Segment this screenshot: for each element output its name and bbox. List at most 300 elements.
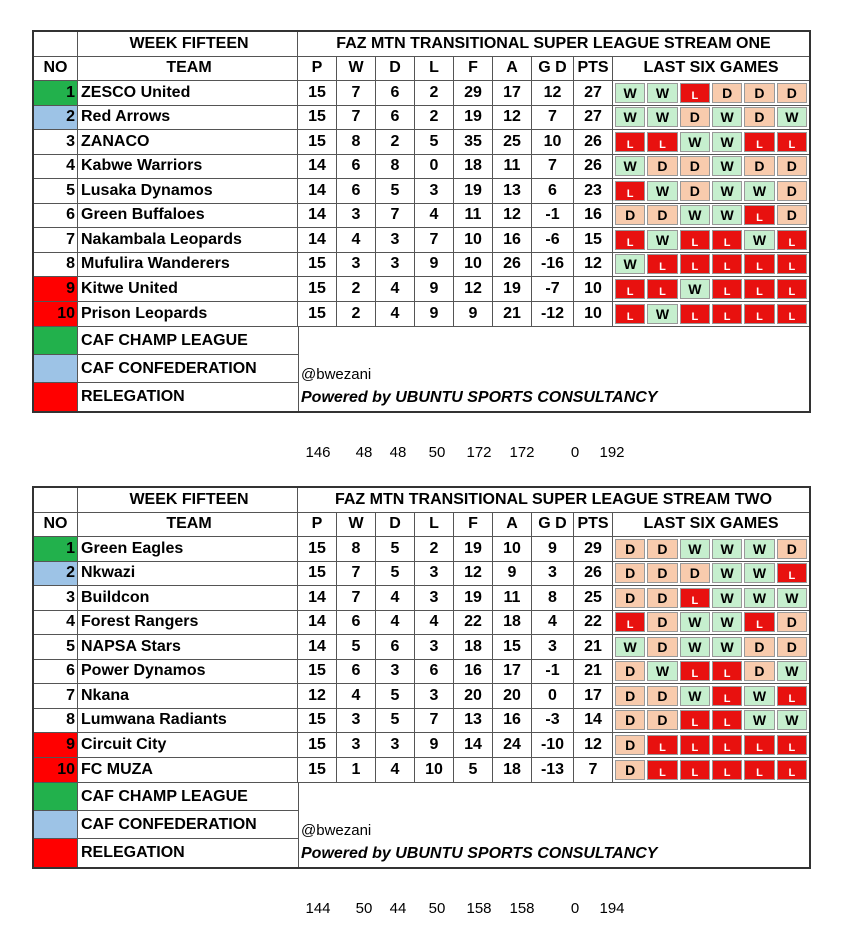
week-label: WEEK FIFTEEN <box>78 488 298 512</box>
result-badge: D <box>615 686 645 706</box>
played-cell: 14 <box>298 155 337 179</box>
result-badge: W <box>777 588 807 608</box>
position-cell: 2 <box>34 562 78 586</box>
title-row <box>34 32 809 57</box>
last-six-games <box>613 660 809 684</box>
lost-cell: 2 <box>415 537 454 561</box>
result-badge: L <box>777 132 807 152</box>
header-team: TEAM <box>78 57 298 81</box>
goals-for-cell: 19 <box>454 106 493 130</box>
goals-against-cell: 13 <box>493 179 532 203</box>
header-p: P <box>298 513 337 537</box>
played-cell: 14 <box>298 228 337 252</box>
result-badge: D <box>647 156 677 176</box>
points-cell: 22 <box>574 611 613 635</box>
result-badge: L <box>744 304 774 324</box>
table-row <box>34 204 809 229</box>
result-badge: L <box>777 563 807 583</box>
result-badge: L <box>712 760 742 780</box>
result-badge: L <box>647 254 677 274</box>
goals-for-cell: 11 <box>454 204 493 228</box>
last-six-games <box>613 537 809 561</box>
result-badge: W <box>744 181 774 201</box>
last-six-games <box>613 302 809 327</box>
position-cell: 3 <box>34 130 78 154</box>
last-six-games <box>613 106 809 130</box>
result-badge: W <box>647 230 677 250</box>
result-badge: D <box>777 181 807 201</box>
position-cell: 6 <box>34 204 78 228</box>
result-badge: L <box>712 710 742 730</box>
result-badge: L <box>680 230 710 250</box>
played-cell: 15 <box>298 562 337 586</box>
drawn-cell: 3 <box>376 733 415 757</box>
won-cell: 7 <box>337 562 376 586</box>
played-cell: 15 <box>298 277 337 301</box>
result-badge: W <box>615 83 645 103</box>
result-badge: D <box>744 156 774 176</box>
won-cell: 3 <box>337 709 376 733</box>
won-cell: 6 <box>337 660 376 684</box>
last-six-games <box>613 684 809 708</box>
result-badge: W <box>680 205 710 225</box>
team-name: Green Buffaloes <box>78 204 298 228</box>
goal-difference-cell: 4 <box>532 611 574 635</box>
champ-label: CAF CHAMP LEAGUE <box>81 787 248 805</box>
lost-cell: 3 <box>415 586 454 610</box>
table-row <box>34 155 809 180</box>
result-badge: D <box>777 539 807 559</box>
lost-cell: 7 <box>415 709 454 733</box>
team-rows <box>34 81 809 326</box>
position-cell: 1 <box>34 537 78 561</box>
won-cell: 3 <box>337 253 376 277</box>
last-six-games <box>613 758 809 783</box>
goals-against-cell: 20 <box>493 684 532 708</box>
played-cell: 15 <box>298 733 337 757</box>
goal-difference-cell: 7 <box>532 106 574 130</box>
result-badge: W <box>744 539 774 559</box>
won-cell: 8 <box>337 130 376 154</box>
releg-label: RELEGATION <box>81 844 185 861</box>
result-badge: D <box>615 205 645 225</box>
team-name: Nkana <box>78 684 298 708</box>
position-cell: 7 <box>34 684 78 708</box>
drawn-cell: 4 <box>376 277 415 301</box>
points-cell: 29 <box>574 537 613 561</box>
total-value: 0 <box>570 900 580 917</box>
total-value: 158 <box>509 900 535 917</box>
table-row <box>34 611 809 636</box>
position-cell: 2 <box>34 106 78 130</box>
goals-for-cell: 19 <box>454 179 493 203</box>
result-badge: D <box>647 588 677 608</box>
lost-cell: 2 <box>415 81 454 105</box>
result-badge: W <box>777 710 807 730</box>
goal-difference-cell: 7 <box>532 155 574 179</box>
week-label: WEEK FIFTEEN <box>78 32 298 56</box>
goals-against-cell: 12 <box>493 204 532 228</box>
goals-for-cell: 29 <box>454 81 493 105</box>
last-six-games <box>613 130 809 154</box>
table-row <box>34 277 809 302</box>
lost-cell: 9 <box>415 253 454 277</box>
champ-swatch <box>34 327 78 354</box>
points-cell: 16 <box>574 204 613 228</box>
result-badge: L <box>712 735 742 755</box>
result-badge: L <box>680 588 710 608</box>
result-badge: L <box>680 661 710 681</box>
points-cell: 12 <box>574 733 613 757</box>
goals-against-cell: 11 <box>493 586 532 610</box>
goal-difference-cell: -12 <box>532 302 574 327</box>
won-cell: 6 <box>337 611 376 635</box>
header-l: L <box>415 513 454 537</box>
lost-cell: 7 <box>415 228 454 252</box>
team-name: Buildcon <box>78 586 298 610</box>
result-badge: L <box>680 760 710 780</box>
result-badge: W <box>680 539 710 559</box>
goal-difference-cell: -1 <box>532 660 574 684</box>
points-cell: 17 <box>574 684 613 708</box>
twitter-handle: @bwezani <box>301 822 372 839</box>
league-table-stream-two <box>32 486 811 869</box>
drawn-cell: 4 <box>376 758 415 783</box>
result-badge: L <box>712 304 742 324</box>
conf-swatch <box>34 811 78 838</box>
header-d: D <box>376 57 415 81</box>
goals-against-cell: 26 <box>493 253 532 277</box>
result-badge: W <box>712 132 742 152</box>
header-gd: G D <box>532 57 574 81</box>
blank-cell <box>34 32 78 56</box>
result-badge: W <box>647 181 677 201</box>
last-six-games <box>613 81 809 105</box>
goals-for-cell: 10 <box>454 228 493 252</box>
result-badge: W <box>744 230 774 250</box>
last-six-games <box>613 586 809 610</box>
position-cell: 7 <box>34 228 78 252</box>
result-badge: W <box>680 132 710 152</box>
total-value: 48 <box>389 444 407 461</box>
team-name: Kitwe United <box>78 277 298 301</box>
position-cell: 10 <box>34 302 78 327</box>
result-badge: D <box>615 760 645 780</box>
team-name: ZESCO United <box>78 81 298 105</box>
result-badge: W <box>744 710 774 730</box>
result-badge: D <box>615 735 645 755</box>
team-name: NAPSA Stars <box>78 635 298 659</box>
goal-difference-cell: 0 <box>532 684 574 708</box>
won-cell: 4 <box>337 684 376 708</box>
drawn-cell: 4 <box>376 611 415 635</box>
title-row <box>34 488 809 513</box>
result-badge: D <box>647 205 677 225</box>
goals-for-cell: 9 <box>454 302 493 327</box>
powered-by: Powered by UBUNTU SPORTS CONSULTANCY <box>301 389 658 406</box>
goals-for-cell: 16 <box>454 660 493 684</box>
total-value: 172 <box>466 444 492 461</box>
result-badge: D <box>615 710 645 730</box>
points-cell: 27 <box>574 106 613 130</box>
result-badge: W <box>712 563 742 583</box>
result-badge: W <box>777 107 807 127</box>
position-cell: 9 <box>34 277 78 301</box>
result-badge: D <box>647 539 677 559</box>
result-badge: W <box>712 637 742 657</box>
header-team: TEAM <box>78 513 298 537</box>
blank-cell <box>34 488 78 512</box>
last-six-games <box>613 733 809 757</box>
points-cell: 26 <box>574 562 613 586</box>
releg-label: RELEGATION <box>81 388 185 405</box>
header-a: A <box>493 513 532 537</box>
team-name: ZANACO <box>78 130 298 154</box>
goal-difference-cell: -16 <box>532 253 574 277</box>
goal-difference-cell: 9 <box>532 537 574 561</box>
last-six-games <box>613 228 809 252</box>
position-cell: 4 <box>34 611 78 635</box>
result-badge: L <box>647 735 677 755</box>
result-badge: D <box>615 563 645 583</box>
header-last-six: LAST SIX GAMES <box>643 515 779 533</box>
goals-against-cell: 19 <box>493 277 532 301</box>
team-name: Prison Leopards <box>78 302 298 327</box>
position-cell: 8 <box>34 709 78 733</box>
lost-cell: 9 <box>415 302 454 327</box>
table-row <box>34 562 809 587</box>
played-cell: 12 <box>298 684 337 708</box>
played-cell: 14 <box>298 179 337 203</box>
result-badge: W <box>615 254 645 274</box>
drawn-cell: 6 <box>376 81 415 105</box>
total-value: 192 <box>599 444 625 461</box>
header-p: P <box>298 57 337 81</box>
goal-difference-cell: -6 <box>532 228 574 252</box>
result-badge: L <box>647 279 677 299</box>
last-six-games <box>613 253 809 277</box>
goals-against-cell: 17 <box>493 660 532 684</box>
result-badge: L <box>777 254 807 274</box>
result-badge: L <box>777 279 807 299</box>
goals-for-cell: 18 <box>454 635 493 659</box>
result-badge: W <box>712 181 742 201</box>
total-value: 50 <box>355 900 373 917</box>
result-badge: L <box>615 230 645 250</box>
result-badge: D <box>744 83 774 103</box>
result-badge: W <box>647 661 677 681</box>
table-row <box>34 758 809 783</box>
goal-difference-cell: 3 <box>532 635 574 659</box>
points-cell: 26 <box>574 155 613 179</box>
result-badge: L <box>744 254 774 274</box>
table-row <box>34 684 809 709</box>
last-six-games <box>613 179 809 203</box>
powered-by: Powered by UBUNTU SPORTS CONSULTANCY <box>301 845 658 862</box>
goal-difference-cell: 10 <box>532 130 574 154</box>
team-name: Mufulira Wanderers <box>78 253 298 277</box>
points-cell: 14 <box>574 709 613 733</box>
drawn-cell: 3 <box>376 660 415 684</box>
goal-difference-cell: -1 <box>532 204 574 228</box>
drawn-cell: 8 <box>376 155 415 179</box>
lost-cell: 2 <box>415 106 454 130</box>
result-badge: L <box>744 279 774 299</box>
goal-difference-cell: -7 <box>532 277 574 301</box>
last-six-games <box>613 204 809 228</box>
drawn-cell: 6 <box>376 635 415 659</box>
played-cell: 15 <box>298 106 337 130</box>
goals-for-cell: 19 <box>454 537 493 561</box>
result-badge: W <box>744 563 774 583</box>
goal-difference-cell: -10 <box>532 733 574 757</box>
result-badge: W <box>712 539 742 559</box>
played-cell: 15 <box>298 537 337 561</box>
team-name: Circuit City <box>78 733 298 757</box>
last-six-games <box>613 277 809 301</box>
result-badge: W <box>615 107 645 127</box>
total-value: 50 <box>428 444 446 461</box>
result-badge: D <box>712 83 742 103</box>
played-cell: 15 <box>298 758 337 783</box>
team-name: Nkwazi <box>78 562 298 586</box>
goals-for-cell: 14 <box>454 733 493 757</box>
position-cell: 6 <box>34 660 78 684</box>
header-no: NO <box>34 513 78 537</box>
won-cell: 7 <box>337 106 376 130</box>
result-badge: L <box>647 132 677 152</box>
table-row <box>34 228 809 253</box>
played-cell: 15 <box>298 130 337 154</box>
result-badge: D <box>777 83 807 103</box>
drawn-cell: 5 <box>376 684 415 708</box>
won-cell: 2 <box>337 302 376 327</box>
result-badge: L <box>777 735 807 755</box>
won-cell: 7 <box>337 586 376 610</box>
result-badge: D <box>744 661 774 681</box>
won-cell: 8 <box>337 537 376 561</box>
header-no: NO <box>34 57 78 81</box>
releg-swatch <box>34 383 78 411</box>
position-cell: 1 <box>34 81 78 105</box>
goals-against-cell: 11 <box>493 155 532 179</box>
goals-against-cell: 24 <box>493 733 532 757</box>
won-cell: 6 <box>337 179 376 203</box>
header-pts: PTS <box>574 57 613 81</box>
result-badge: W <box>680 612 710 632</box>
points-cell: 25 <box>574 586 613 610</box>
result-badge: D <box>615 661 645 681</box>
team-name: Nakambala Leopards <box>78 228 298 252</box>
points-cell: 12 <box>574 253 613 277</box>
header-gd: G D <box>532 513 574 537</box>
lost-cell: 3 <box>415 684 454 708</box>
result-badge: D <box>777 205 807 225</box>
result-badge: L <box>615 612 645 632</box>
drawn-cell: 3 <box>376 253 415 277</box>
goals-against-cell: 9 <box>493 562 532 586</box>
drawn-cell: 4 <box>376 302 415 327</box>
goals-against-cell: 16 <box>493 709 532 733</box>
played-cell: 15 <box>298 81 337 105</box>
drawn-cell: 4 <box>376 586 415 610</box>
result-badge: L <box>777 686 807 706</box>
team-rows <box>34 537 809 782</box>
conf-swatch <box>34 355 78 382</box>
last-six-games <box>613 562 809 586</box>
won-cell: 7 <box>337 81 376 105</box>
won-cell: 3 <box>337 204 376 228</box>
last-six-games <box>613 635 809 659</box>
result-badge: D <box>680 107 710 127</box>
goal-difference-cell: -13 <box>532 758 574 783</box>
result-badge: D <box>777 612 807 632</box>
won-cell: 5 <box>337 635 376 659</box>
lost-cell: 9 <box>415 277 454 301</box>
position-cell: 8 <box>34 253 78 277</box>
result-badge: L <box>712 230 742 250</box>
total-value: 48 <box>355 444 373 461</box>
goals-against-cell: 18 <box>493 758 532 783</box>
team-name: Lusaka Dynamos <box>78 179 298 203</box>
played-cell: 14 <box>298 635 337 659</box>
lost-cell: 0 <box>415 155 454 179</box>
team-name: Green Eagles <box>78 537 298 561</box>
result-badge: D <box>647 612 677 632</box>
points-cell: 27 <box>574 81 613 105</box>
champ-swatch <box>34 783 78 810</box>
result-badge: W <box>615 156 645 176</box>
goals-against-cell: 10 <box>493 537 532 561</box>
result-badge: L <box>615 181 645 201</box>
result-badge: L <box>680 304 710 324</box>
result-badge: L <box>777 760 807 780</box>
releg-swatch <box>34 839 78 867</box>
result-badge: W <box>615 637 645 657</box>
team-name: Red Arrows <box>78 106 298 130</box>
position-cell: 9 <box>34 733 78 757</box>
played-cell: 14 <box>298 204 337 228</box>
result-badge: L <box>744 205 774 225</box>
played-cell: 14 <box>298 611 337 635</box>
result-badge: L <box>712 254 742 274</box>
table-row <box>34 709 809 734</box>
lost-cell: 3 <box>415 635 454 659</box>
result-badge: L <box>712 279 742 299</box>
table-row <box>34 179 809 204</box>
points-cell: 21 <box>574 635 613 659</box>
table-row <box>34 586 809 611</box>
goal-difference-cell: 12 <box>532 81 574 105</box>
drawn-cell: 6 <box>376 106 415 130</box>
result-badge: D <box>615 539 645 559</box>
won-cell: 1 <box>337 758 376 783</box>
result-badge: W <box>744 588 774 608</box>
goals-against-cell: 18 <box>493 611 532 635</box>
result-badge: L <box>680 83 710 103</box>
result-badge: W <box>712 612 742 632</box>
last-six-games <box>613 611 809 635</box>
goals-against-cell: 12 <box>493 106 532 130</box>
header-l: L <box>415 57 454 81</box>
table-row <box>34 537 809 562</box>
team-name: Lumwana Radiants <box>78 709 298 733</box>
points-cell: 23 <box>574 179 613 203</box>
total-value: 0 <box>570 444 580 461</box>
result-badge: L <box>615 279 645 299</box>
points-cell: 10 <box>574 277 613 301</box>
won-cell: 3 <box>337 733 376 757</box>
